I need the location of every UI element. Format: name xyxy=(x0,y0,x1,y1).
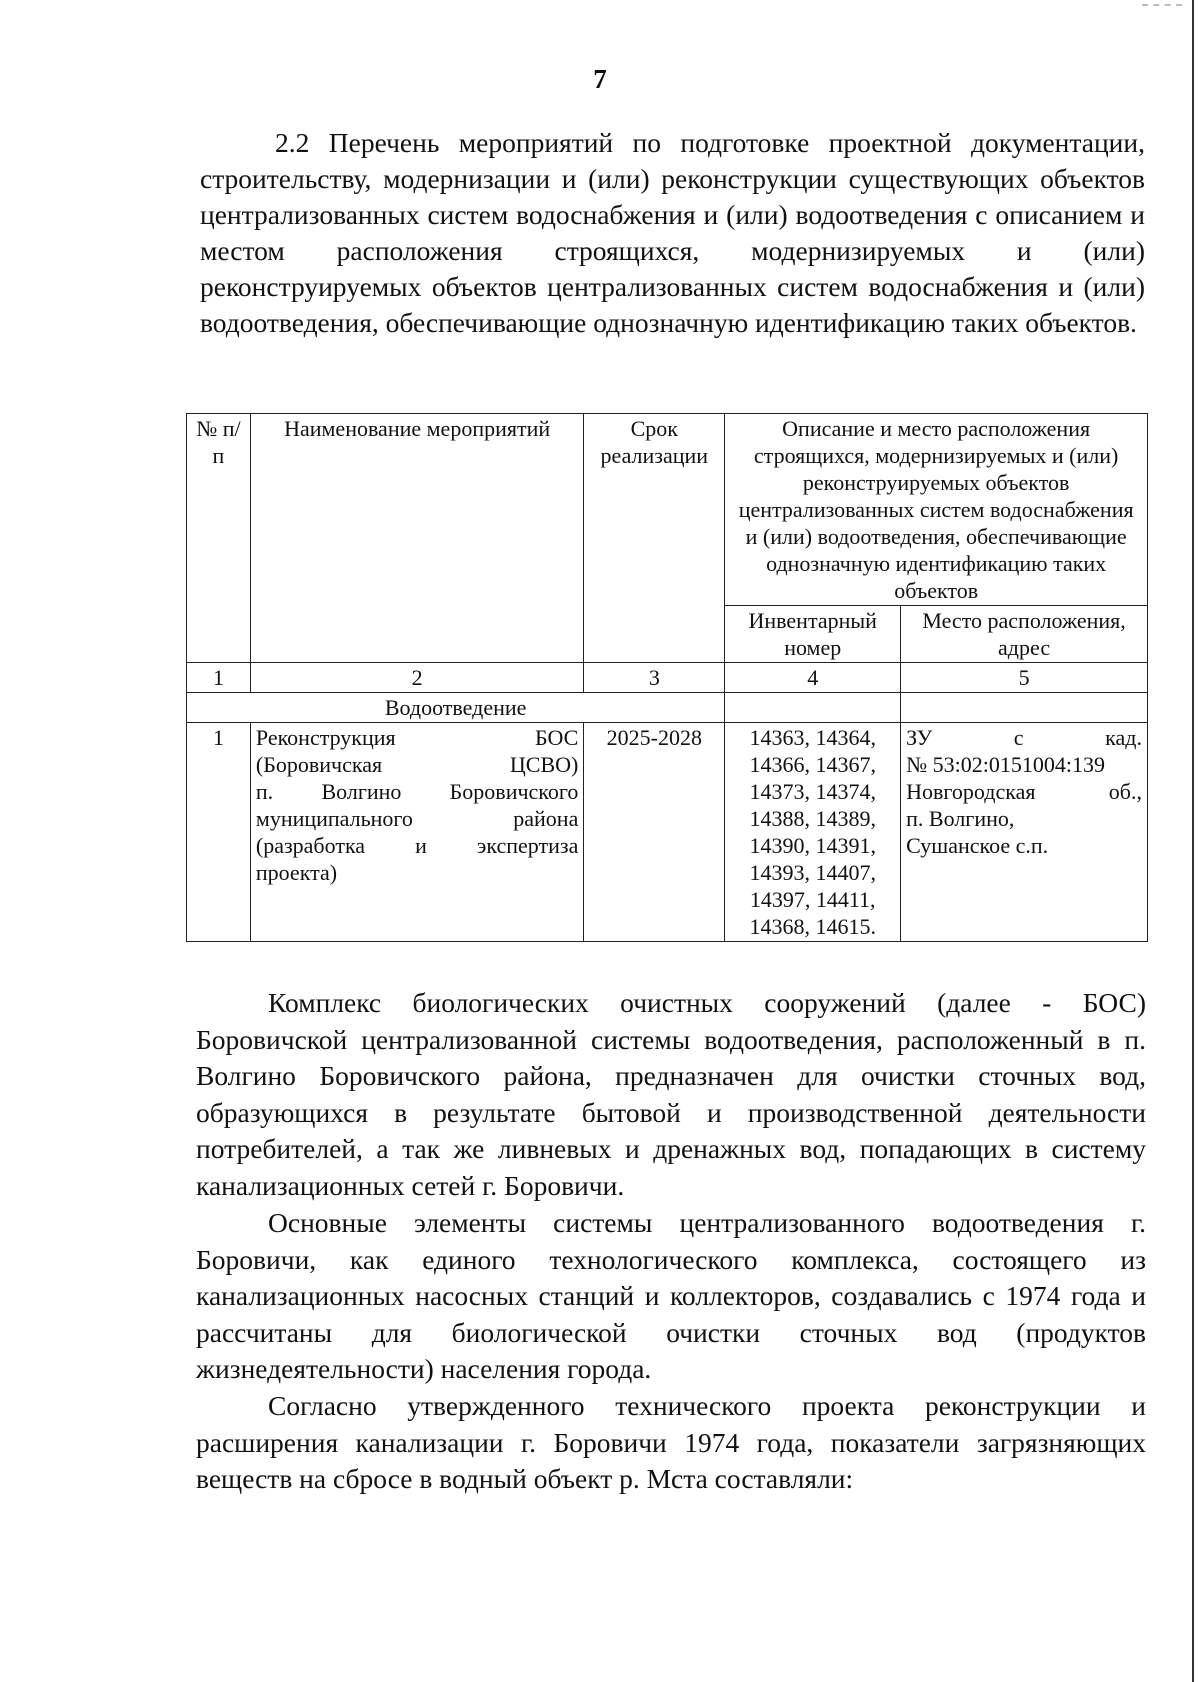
location-line: Сушанское с.п. xyxy=(906,833,1049,858)
row-name xyxy=(250,723,583,942)
scan-artifact xyxy=(1142,4,1182,8)
row-name-line: проекта) xyxy=(255,860,338,885)
column-number: 1 xyxy=(187,663,251,693)
header-location: Место расположения, адрес xyxy=(901,606,1148,663)
column-number: 3 xyxy=(584,663,725,693)
inventory-line: 14393, 14407, xyxy=(749,860,876,885)
body-paragraph: Согласно утвержденного технического проекта реконструкции и расширения канализации г. Боровичи 1974 года, показатели загрязняющих веществ на сбросе в водный объект р. Мста составляли: xyxy=(196,1390,1146,1494)
inventory-line: 14368, 14615. xyxy=(749,914,876,939)
row-name-line: п. Волгино Боровичского xyxy=(255,779,579,804)
row-num: 1 xyxy=(187,723,251,942)
empty-cell xyxy=(901,693,1148,723)
row-name-line: Реконструкция БОС xyxy=(255,725,579,750)
header-name: Наименование мероприятий xyxy=(250,414,583,663)
empty-cell xyxy=(725,693,901,723)
row-name-line: (разработка и экспертиза xyxy=(255,833,579,858)
inventory-line: 14397, 14411, xyxy=(749,887,876,912)
scan-edge-line xyxy=(1192,0,1194,1682)
table-header-row xyxy=(187,414,1148,606)
inventory-line: 14373, 14374, xyxy=(749,779,876,804)
inventory-line: 14388, 14389, xyxy=(749,806,876,831)
column-number: 4 xyxy=(725,663,901,693)
row-name-line: муниципального района xyxy=(255,806,579,831)
header-term: Срок реализации xyxy=(584,414,725,663)
section-row xyxy=(187,693,1148,723)
location-line: п. Волгино, xyxy=(906,806,1015,831)
row-term: 2025-2028 xyxy=(584,723,725,942)
inventory-line: 14363, 14364, xyxy=(749,725,876,750)
inventory-line: 14390, 14391, xyxy=(749,833,876,858)
inventory-line: 14366, 14367, xyxy=(749,752,876,777)
location-line: Новгородская об., xyxy=(906,779,1142,804)
column-number-row xyxy=(187,663,1148,693)
section-heading: 2.2 Перечень мероприятий по подготовке проектной документации, строительству, модернизации и (или) реконструкции существующих объектов централизованных систем водоснабжения и (или) водоотведения с описанием и местом расположения строящихся, модернизируемых и (или) реконструируемых объектов централизованных систем водоснабжения и (или) водоотведения, обеспечивающие однозначную идентификацию таких объектов. xyxy=(200,127,1145,338)
column-number: 5 xyxy=(901,663,1148,693)
column-number: 2 xyxy=(250,663,583,693)
location-line: № 53:02:0151004:139 xyxy=(906,752,1105,777)
body-paragraph: Основные элементы системы централизованного водоотведения г. Боровичи, как единого технологического комплекса, состоящего из канализационных насосных станций и коллекторов, создавались с 1974 года и рассчитаны для биологической очистки сточных вод (продуктов жизнедеятельности) населения города. xyxy=(196,1207,1146,1384)
body-paragraph: Комплекс биологических очистных сооружений (далее - БОС) Боровичской централизованной системы водоотведения, расположенный в п. Волгино Боровичского района, предназначен для очистки сточных вод, образующихся в результате бытовой и производственной деятельности потребителей, а так же ливневых и дренажных вод, попадающих в систему канализационных сетей г. Боровичи. xyxy=(196,987,1146,1201)
table-row xyxy=(187,723,1148,942)
section-label: Водоотведение xyxy=(187,693,725,723)
header-num: № п/п xyxy=(187,414,251,663)
row-inventory xyxy=(725,723,901,942)
location-line: ЗУ с кад. xyxy=(906,725,1142,750)
row-location xyxy=(901,723,1148,942)
row-name-line: (Боровичская ЦСВО) xyxy=(255,752,579,777)
measures-table xyxy=(186,413,1148,942)
header-inventory: Инвентарный номер xyxy=(725,606,901,663)
page-number: 7 xyxy=(593,64,607,94)
header-description: Описание и место расположения строящихся, модернизируемых и (или) реконструируемых объектов централизованных систем водоснабжения и (или) водоотведения, обеспечивающие однозначную идентификацию таких объектов xyxy=(725,414,1148,606)
